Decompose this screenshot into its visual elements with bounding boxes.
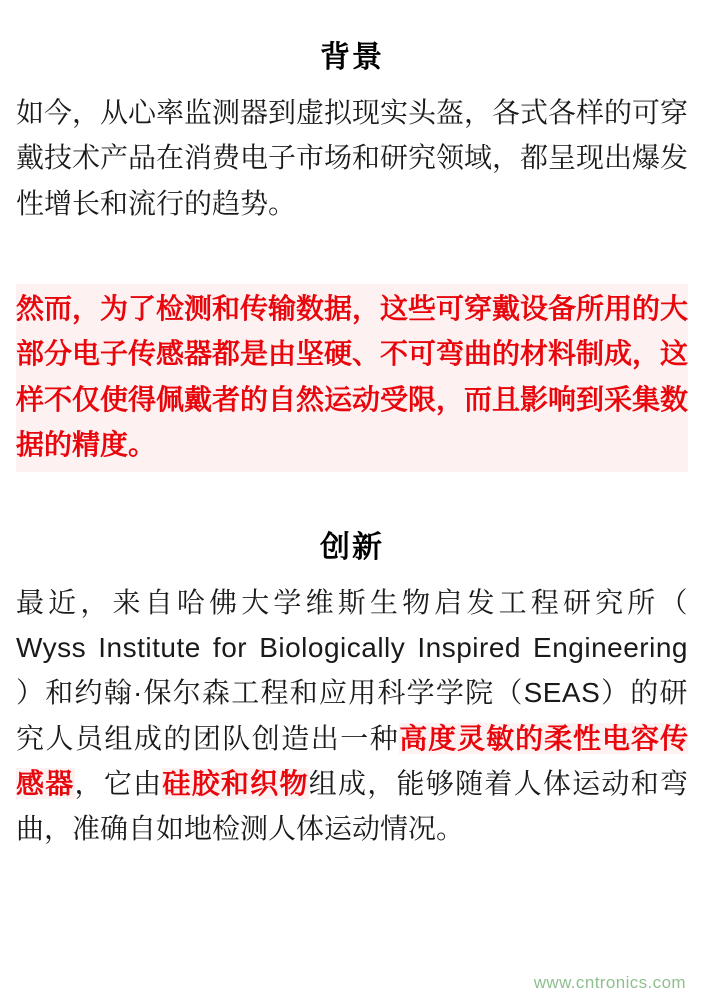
paragraph-gap-1 — [16, 244, 688, 284]
top-spacer — [16, 18, 688, 26]
run-text-plain-3: 组成，能够随着人体运动和弯曲，准确自如地检测人体运动情况。 — [16, 767, 688, 845]
watermark-source: www.cntronics.com — [533, 973, 686, 992]
run-text-plain-1: 最近，来自哈佛大学维斯生物启发工程研究所（ Wyss Institute for Biologically Inspired Engineering ）和约翰·保尔森工程和应用科学学院（SEAS）的研究人员组成的团队创造出一种 — [16, 586, 688, 754]
paragraph-background-problem: 然而，为了检测和传输数据，这些可穿戴设备所用的大部分电子传感器都是由坚硬、不可弯曲的材料制成，这样不仅使得佩戴者的自然运动受限，而且影响到采集数据的精度。 — [16, 284, 688, 471]
paragraph-innovation-body — [16, 580, 688, 852]
section-title-background: 背景 — [320, 41, 384, 74]
run-text-plain-2: ，它由 — [74, 767, 163, 799]
paragraph-background-intro: 如今，从心率监测器到虚拟现实头盔，各式各样的可穿戴技术产品在消费电子市场和研究领域，都呈现出爆发性增长和流行的趋势。 — [16, 97, 689, 219]
paragraph-gap-2 — [16, 490, 688, 516]
run-text-highlight-2: 硅胶和织物 — [162, 767, 309, 799]
section-title-innovation: 创新 — [320, 530, 384, 564]
run-text-highlight-1: 高度灵敏的柔性电容传感器 — [16, 722, 688, 799]
